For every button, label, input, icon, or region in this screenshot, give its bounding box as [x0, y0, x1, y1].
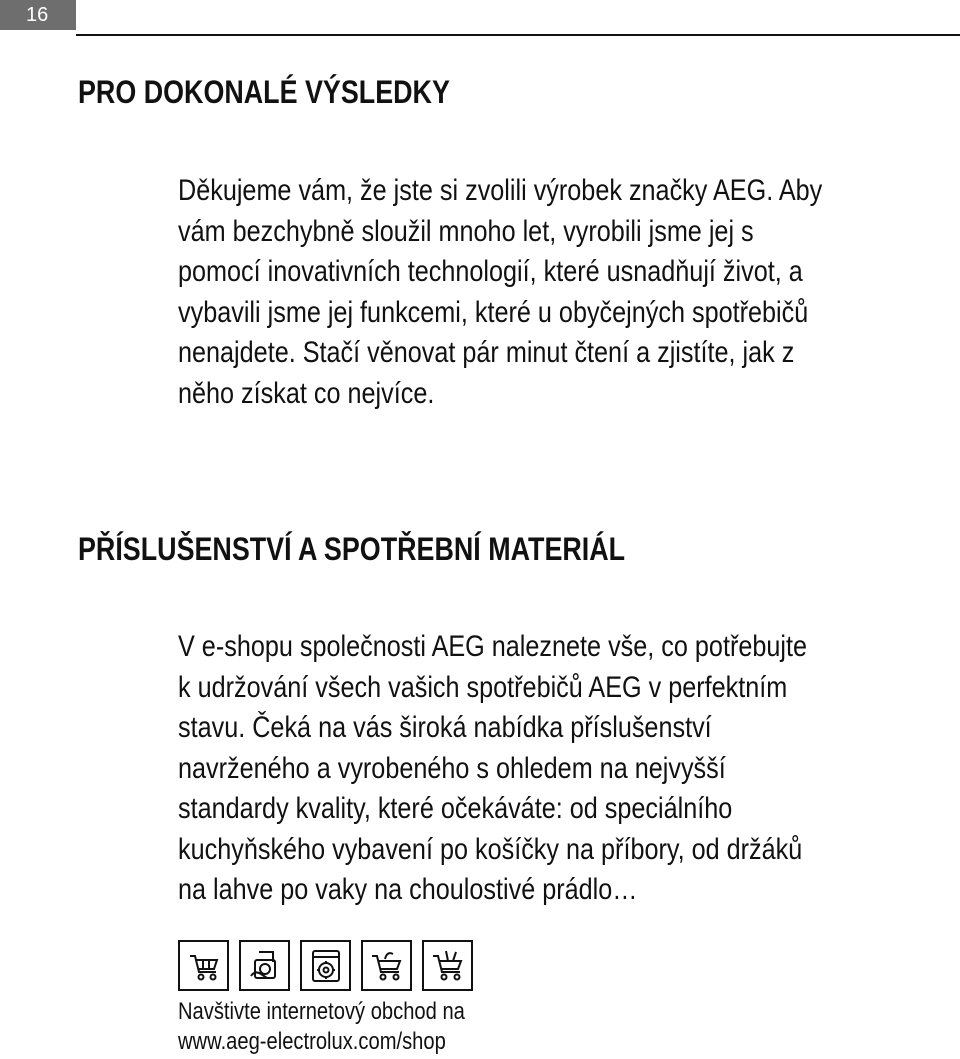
header-rule	[76, 34, 960, 36]
paragraph-line: k udržování všech vašich spotřebičů AEG v perfektním	[178, 670, 788, 704]
paragraph-line: vám bezchybně sloužil mnoho let, vyrobili jsme jej s	[178, 214, 754, 248]
paragraph-line: standardy kvality, které očekáváte: od speciálního	[178, 792, 733, 825]
paragraph-line: V e-shopu společnosti AEG naleznete vše, co potřebujte	[178, 630, 808, 663]
shop-url-link[interactable]: www.aeg-electrolux.com/shop	[178, 1028, 446, 1055]
paragraph-line: Děkujeme vám, že jste si zvolili výrobek značky AEG. Aby	[178, 174, 823, 207]
hand-washing-icon	[239, 940, 290, 991]
page-number: 16	[0, 0, 76, 30]
paragraph-line: kuchyňského vybavení po košíčky na příbory, od držáků	[178, 832, 803, 866]
shop-icons-row	[178, 940, 473, 991]
intro-paragraph	[178, 171, 934, 414]
kitchen-cart-icon	[361, 940, 412, 991]
accessories-cart-icon	[422, 940, 473, 991]
washing-machine-gear-icon	[300, 940, 351, 991]
shop-visit-text	[178, 997, 465, 1057]
accessories-paragraph	[178, 627, 934, 911]
paragraph-line: něho získat co nejvíce.	[178, 376, 435, 410]
section-heading-results: PRO DOKONALÉ VÝSLEDKY	[78, 74, 450, 110]
paragraph-line: nenajdete. Stačí věnovat pár minut čtení a zjistíte, jak z	[178, 336, 795, 369]
paragraph-line: stavu. Čeká na vás široká nabídka příslušenství	[178, 711, 712, 744]
paragraph-line: na lahve po vaky na choulostivé prádlo…	[178, 873, 638, 906]
paragraph-line: pomocí inovativních technologií, které usnadňují život, a	[178, 255, 803, 288]
paragraph-line: vybavili jsme jej funkcemi, které u obyčejných spotřebičů	[178, 295, 809, 329]
shopping-cart-icon	[178, 940, 229, 991]
paragraph-line: navrženého a vyrobeného s ohledem na nejvyšší	[178, 751, 726, 785]
section-heading-accessories: PŘÍSLUŠENSTVÍ A SPOTŘEBNÍ MATERIÁL	[78, 531, 626, 567]
shop-visit-line: Navštivte internetový obchod na	[178, 998, 465, 1025]
